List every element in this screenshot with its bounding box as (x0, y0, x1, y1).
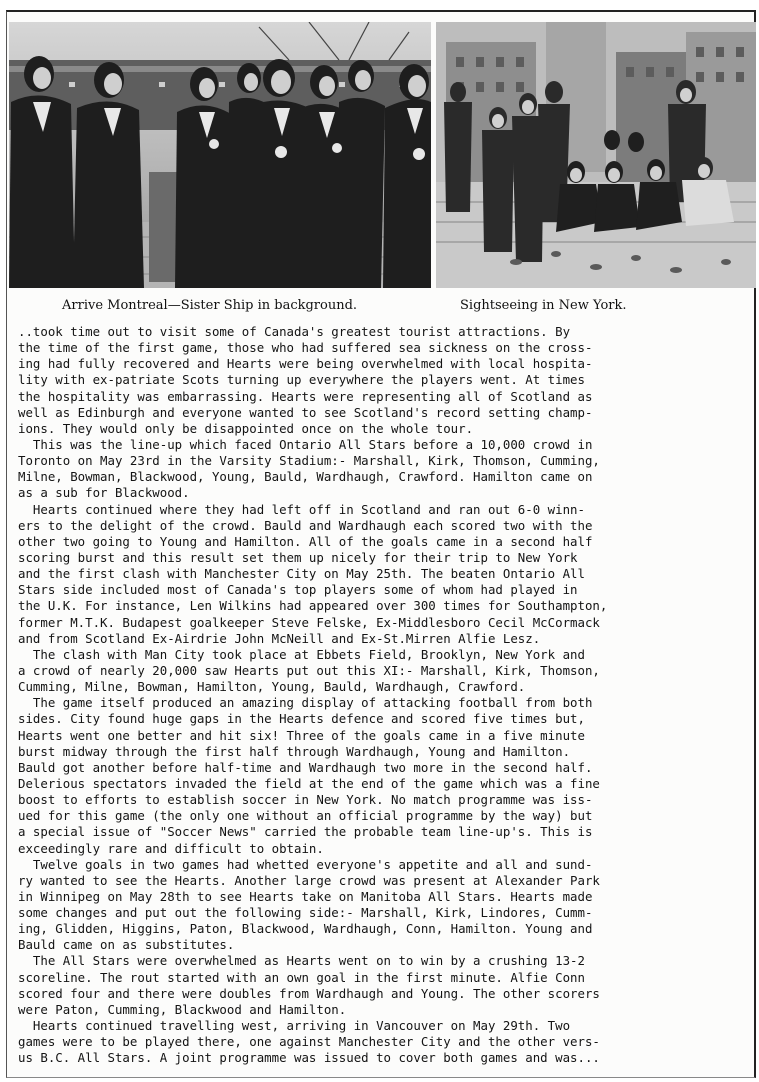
article-line: and the first clash with Manchester City on May 25th. The beaten Ontario All (18, 566, 585, 582)
article-line: ued for this game (the only one without an official programme by the way) but (18, 808, 593, 824)
arrival-photo (9, 22, 431, 288)
article-line: and from Scotland Ex-Airdrie John McNeill and Ex-St.Mirren Alfie Lesz. (18, 630, 541, 646)
article-line: Hearts went one better and hit six! Three of the goals came in a five minute (18, 727, 585, 743)
article-line: a special issue of "Soccer News" carried the probable team line-up's. This is (18, 824, 593, 840)
article-line: former M.T.K. Budapest goalkeeper Steve Felske, Ex-Middlesboro Cecil McCormack (18, 614, 600, 630)
article-line: Bauld came on as substitutes. (18, 937, 235, 953)
article-line: boost to efforts to establish soccer in New York. No match programme was iss- (18, 792, 593, 808)
article-line: Bauld got another before half-time and Wardhaugh two more in the second half. (18, 759, 593, 775)
article-line: scored four and there were doubles from Wardhaugh and Young. The other scorers (18, 985, 600, 1001)
article-line: ions. They would only be disappointed once on the whole tour. (18, 420, 474, 436)
article-line: The clash with Man City took place at Ebbets Field, Brooklyn, New York and (18, 646, 585, 662)
article-line: ing had fully recovered and Hearts were being overwhelmed with local hospita- (18, 356, 593, 372)
article-line: the U.K. For instance, Len Wilkins had appeared over 300 times for Southampton, (18, 598, 608, 614)
article-line: Hearts continued travelling west, arriving in Vancouver on May 29th. Two (18, 1018, 571, 1034)
article-line: scoring burst and this result set them up nicely for their trip to New York (18, 549, 578, 565)
article-line: the hospitality was embarrassing. Hearts were representing all of Scotland as (18, 388, 593, 404)
article-line: Twelve goals in two games had whetted everyone's appetite and all and sund- (18, 856, 593, 872)
new-york-photo-caption: Sightseeing in New York. (460, 298, 627, 313)
article-line: Cumming, Milne, Bowman, Hamilton, Young, Bauld, Wardhaugh, Crawford. (18, 679, 526, 695)
article-line: burst midway through the first half through Wardhaugh, Young and Hamilton. (18, 743, 571, 759)
article-body (18, 324, 758, 1066)
article-line: games were to be played there, one against Manchester City and the other vers- (18, 1034, 600, 1050)
article-line: Stars side included most of Canada's top players some of whom had played in (18, 582, 578, 598)
article-line: the time of the first game, those who had suffered sea sickness on the cross- (18, 340, 593, 356)
article-line: ers to the delight of the crowd. Bauld and Wardhaugh each scored two with the (18, 517, 593, 533)
article-line: sides. City found huge gaps in the Hearts defence and scored five times but, (18, 711, 585, 727)
article-line: a crowd of nearly 20,000 saw Hearts put out this XI:- Marshall, Kirk, Thomson, (18, 662, 600, 678)
article-line: Milne, Bowman, Blackwood, Young, Bauld, Wardhaugh, Crawford. Hamilton came on (18, 469, 593, 485)
article-line: as a sub for Blackwood. (18, 485, 190, 501)
article-line: us B.C. All Stars. A joint programme was issued to cover both games and was... (18, 1050, 600, 1066)
article-line: were Paton, Cumming, Blackwood and Hamilton. (18, 1001, 347, 1017)
new-york-photo (436, 22, 756, 288)
article-line: ing, Glidden, Higgins, Paton, Blackwood, Wardhaugh, Conn, Hamilton. Young and (18, 921, 593, 937)
article-line: Hearts continued where they had left off in Scotland and ran out 6-0 winn- (18, 501, 585, 517)
article-line: The game itself produced an amazing display of attacking football from both (18, 695, 593, 711)
article-line: exceedingly rare and difficult to obtain. (18, 840, 324, 856)
article-line: other two going to Young and Hamilton. All of the goals came in a second half (18, 533, 593, 549)
arrival-photo-caption: Arrive Montreal—Sister Ship in background. (62, 298, 358, 313)
article-line: well as Edinburgh and everyone wanted to see Scotland's record setting champ- (18, 404, 593, 420)
article-line: This was the line-up which faced Ontario All Stars before a 10,000 crowd in (18, 436, 593, 452)
article-line: Toronto on May 23rd in the Varsity Stadium:- Marshall, Kirk, Thomson, Cumming, (18, 453, 600, 469)
article-line: in Winnipeg on May 28th to see Hearts take on Manitoba All Stars. Hearts made (18, 888, 593, 904)
article-line: Delerious spectators invaded the field at the end of the game which was a fine (18, 775, 600, 791)
article-line: ..took time out to visit some of Canada's greatest tourist attractions. By (18, 324, 571, 339)
article-line: lity with ex-patriate Scots turning up everywhere the players went. At times (18, 372, 585, 388)
article-line: some changes and put out the following side:- Marshall, Kirk, Lindores, Cumm- (18, 905, 593, 921)
article-line: The All Stars were overwhelmed as Hearts went on to win by a crushing 13-2 (18, 953, 585, 969)
article-line: ry wanted to see the Hearts. Another large crowd was present at Alexander Park (18, 872, 600, 888)
article-line: scoreline. The rout started with an own goal in the first minute. Alfie Conn (18, 969, 585, 985)
